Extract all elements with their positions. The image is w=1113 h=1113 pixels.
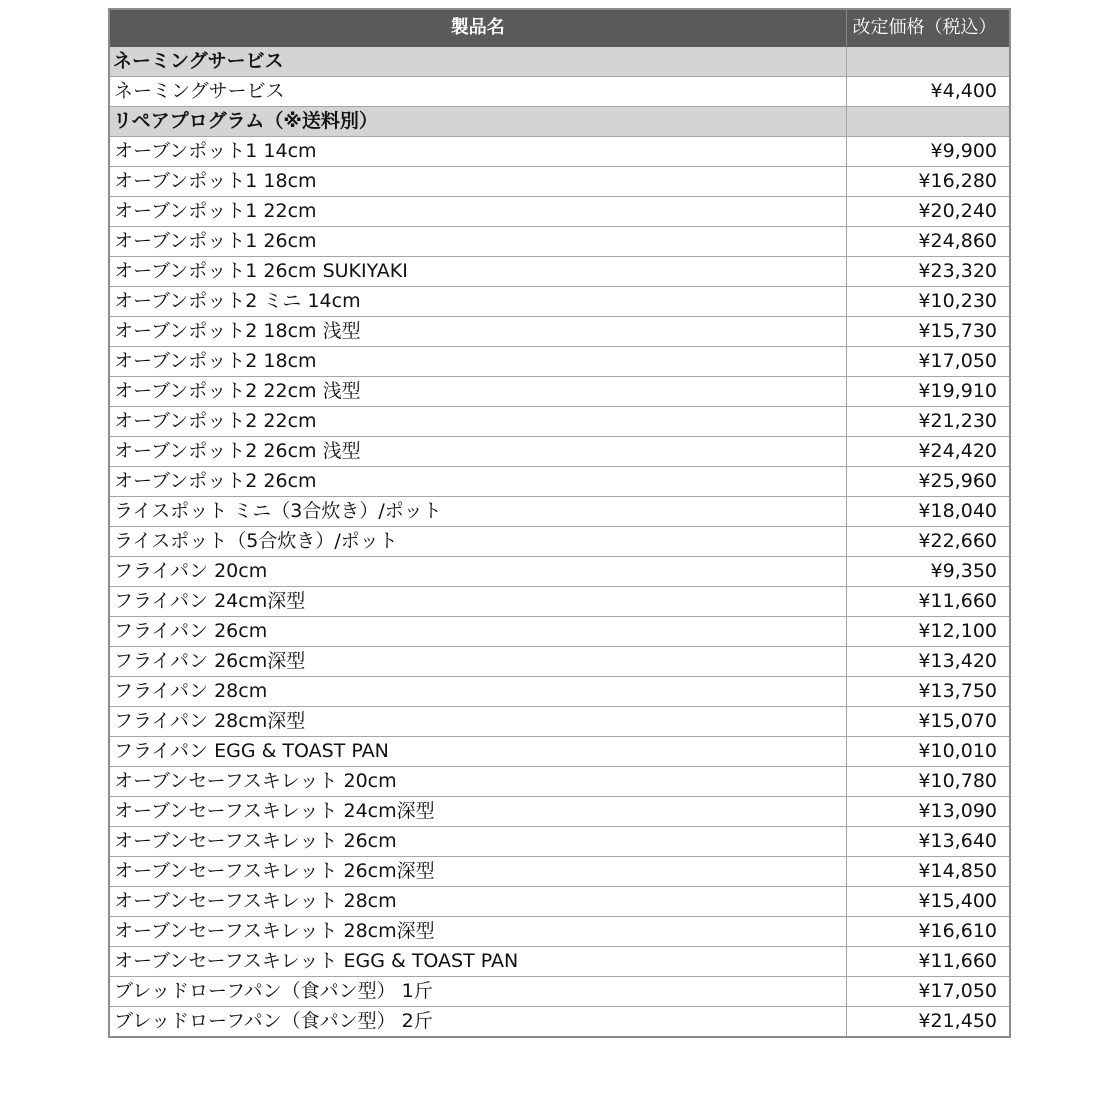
product-name-cell: オーブンセーフスキレット 26cm深型 — [109, 857, 846, 887]
table-row — [109, 377, 1010, 407]
product-name-cell: オーブンポット1 22cm — [109, 197, 846, 227]
table-row — [109, 917, 1010, 947]
product-name-cell: フライパン 20cm — [109, 557, 846, 587]
price-cell: ¥13,420 — [846, 647, 1010, 677]
price-cell: ¥25,960 — [846, 467, 1010, 497]
price-cell: ¥22,660 — [846, 527, 1010, 557]
price-cell: ¥9,350 — [846, 557, 1010, 587]
product-name-cell: フライパン 24cm深型 — [109, 587, 846, 617]
price-cell: ¥23,320 — [846, 257, 1010, 287]
product-name-cell: オーブンポット1 18cm — [109, 167, 846, 197]
product-name-cell: ネーミングサービス — [109, 77, 846, 107]
price-cell: ¥24,860 — [846, 227, 1010, 257]
product-name-cell: フライパン 26cm — [109, 617, 846, 647]
table-row — [109, 137, 1010, 167]
section-price-cell — [846, 47, 1010, 77]
table-row — [109, 77, 1010, 107]
price-cell: ¥18,040 — [846, 497, 1010, 527]
table-body — [109, 47, 1010, 1038]
price-cell: ¥11,660 — [846, 947, 1010, 977]
product-name-cell: フライパン 28cm深型 — [109, 707, 846, 737]
table-row — [109, 497, 1010, 527]
price-table — [108, 8, 1011, 1038]
price-cell: ¥13,090 — [846, 797, 1010, 827]
price-cell: ¥21,450 — [846, 1007, 1010, 1038]
table-row — [109, 617, 1010, 647]
product-name-cell: オーブンポット2 22cm — [109, 407, 846, 437]
product-name-cell: オーブンポット1 26cm — [109, 227, 846, 257]
table-row — [109, 347, 1010, 377]
product-name-cell: オーブンセーフスキレット 28cm — [109, 887, 846, 917]
product-name-cell: オーブンポット2 18cm — [109, 347, 846, 377]
table-row — [109, 227, 1010, 257]
section-price-cell — [846, 107, 1010, 137]
product-name-cell: フライパン EGG & TOAST PAN — [109, 737, 846, 767]
price-cell: ¥9,900 — [846, 137, 1010, 167]
table-row — [109, 527, 1010, 557]
product-name-cell: ブレッドローフパン（食パン型） 2斤 — [109, 1007, 846, 1038]
table-row — [109, 287, 1010, 317]
revised-price-header: 改定価格（税込） — [846, 9, 1010, 47]
product-name-cell: オーブンポット2 26cm 浅型 — [109, 437, 846, 467]
table-row — [109, 977, 1010, 1007]
table-row — [109, 467, 1010, 497]
price-cell: ¥11,660 — [846, 587, 1010, 617]
price-cell: ¥24,420 — [846, 437, 1010, 467]
table-row — [109, 557, 1010, 587]
price-cell: ¥15,730 — [846, 317, 1010, 347]
price-cell: ¥12,100 — [846, 617, 1010, 647]
price-cell: ¥16,610 — [846, 917, 1010, 947]
price-cell: ¥13,640 — [846, 827, 1010, 857]
table-row — [109, 827, 1010, 857]
price-cell: ¥17,050 — [846, 977, 1010, 1007]
table-row — [109, 737, 1010, 767]
section-title: リペアプログラム（※送料別） — [109, 107, 846, 137]
product-name-cell: オーブンポット2 ミニ 14cm — [109, 287, 846, 317]
product-name-cell: オーブンセーフスキレット 24cm深型 — [109, 797, 846, 827]
price-cell: ¥20,240 — [846, 197, 1010, 227]
table-row — [109, 887, 1010, 917]
table-row — [109, 257, 1010, 287]
price-cell: ¥16,280 — [846, 167, 1010, 197]
price-cell: ¥14,850 — [846, 857, 1010, 887]
table-row — [109, 647, 1010, 677]
product-name-cell: オーブンセーフスキレット 20cm — [109, 767, 846, 797]
table-row — [109, 587, 1010, 617]
product-name-cell: オーブンポット1 26cm SUKIYAKI — [109, 257, 846, 287]
table-row — [109, 197, 1010, 227]
price-cell: ¥21,230 — [846, 407, 1010, 437]
product-name-cell: オーブンポット1 14cm — [109, 137, 846, 167]
product-name-cell: フライパン 26cm深型 — [109, 647, 846, 677]
product-name-cell: オーブンポット2 18cm 浅型 — [109, 317, 846, 347]
price-cell: ¥15,070 — [846, 707, 1010, 737]
table-row — [109, 1007, 1010, 1038]
header-row — [109, 9, 1010, 47]
price-cell: ¥19,910 — [846, 377, 1010, 407]
product-name-cell: オーブンポット2 22cm 浅型 — [109, 377, 846, 407]
product-name-cell: オーブンセーフスキレット EGG & TOAST PAN — [109, 947, 846, 977]
price-cell: ¥10,780 — [846, 767, 1010, 797]
product-name-header: 製品名 — [109, 9, 846, 47]
product-name-cell: ライスポット（5合炊き）/ポット — [109, 527, 846, 557]
price-cell: ¥10,230 — [846, 287, 1010, 317]
product-name-cell: オーブンセーフスキレット 26cm — [109, 827, 846, 857]
table-row — [109, 437, 1010, 467]
product-name-cell: ライスポット ミニ（3合炊き）/ポット — [109, 497, 846, 527]
section-title: ネーミングサービス — [109, 47, 846, 77]
table-row — [109, 797, 1010, 827]
table-header — [109, 9, 1010, 47]
section-header-row — [109, 107, 1010, 137]
price-cell: ¥4,400 — [846, 77, 1010, 107]
table-row — [109, 707, 1010, 737]
product-name-cell: オーブンポット2 26cm — [109, 467, 846, 497]
price-cell: ¥10,010 — [846, 737, 1010, 767]
table-row — [109, 167, 1010, 197]
section-header-row — [109, 47, 1010, 77]
price-cell: ¥15,400 — [846, 887, 1010, 917]
table-row — [109, 857, 1010, 887]
product-name-cell: オーブンセーフスキレット 28cm深型 — [109, 917, 846, 947]
table-row — [109, 677, 1010, 707]
product-name-cell: フライパン 28cm — [109, 677, 846, 707]
table-row — [109, 317, 1010, 347]
price-cell: ¥17,050 — [846, 347, 1010, 377]
table-row — [109, 947, 1010, 977]
price-cell: ¥13,750 — [846, 677, 1010, 707]
table-row — [109, 767, 1010, 797]
table-row — [109, 407, 1010, 437]
product-name-cell: ブレッドローフパン（食パン型） 1斤 — [109, 977, 846, 1007]
